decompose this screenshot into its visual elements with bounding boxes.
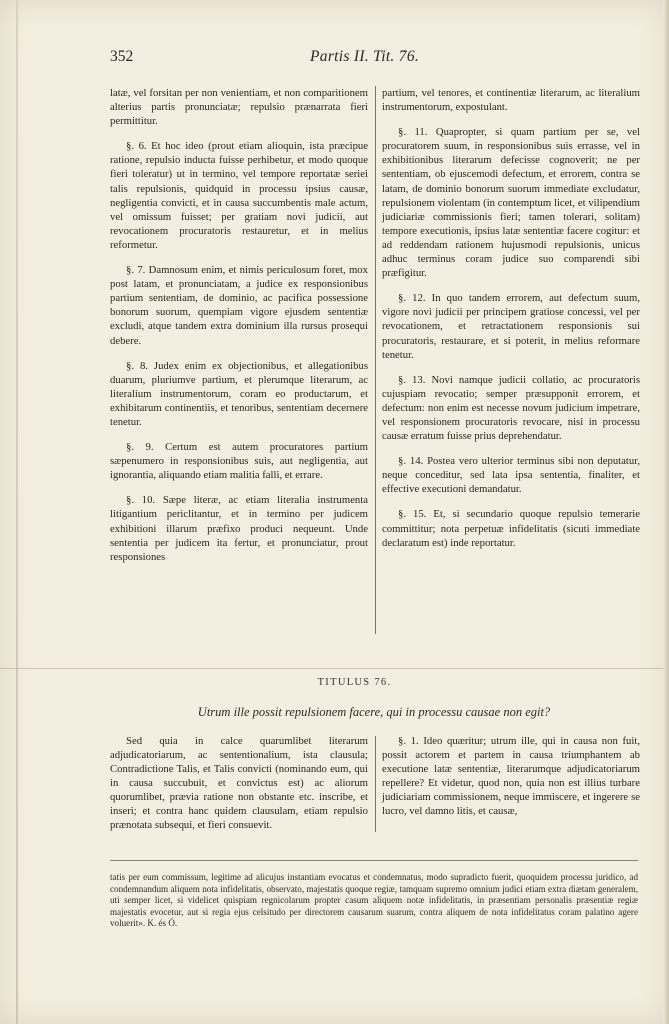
lower-columns [110, 734, 638, 862]
right-column [382, 86, 640, 561]
paragraph: §. 9. Certum est autem procuratores partium sæpenumero in responsionibus suis, aut negligentia, aut ignorantia, aliquando etiam malitia falli, et errare. [110, 441, 368, 482]
running-title: Partis II. Tit. 76. [310, 48, 420, 65]
right-column [382, 734, 640, 829]
paragraph: §. 8. Judex enim ex objectionibus, et allegationibus duarum, pluriumve partium, et plerumque literarum, ac literalium instrumentorum, coram eo productarum, et exhibitarum continentiis, et tenoribus, sententiam decernere tenetur. [110, 359, 368, 428]
page-fold-line [0, 668, 669, 669]
paragraph: §. 10. Sæpe literæ, ac etiam literalia instrumenta litigantium periclitantur, et in termino per judicem exhibitioni illarum præfixo produci nequeunt. Unde sententia per judicem ita fertur, et pronunciatur, prout responsiones [110, 494, 368, 563]
footnote [110, 872, 638, 930]
paragraph: §. 15. Et, si secundario quoque repulsio temerarie committitur; nota perpetuæ infidelitatis (sicuti immediate declaratum est) inde reportatur. [382, 508, 640, 549]
column-divider [375, 86, 376, 634]
section-heading: TITULUS 76. [317, 677, 392, 688]
section-subtitle: Utrum ille possit repulsionem facere, qui in processu causae non egit? [197, 705, 551, 719]
paragraph: latæ, vel forsitan per non venientiam, et non comparitionem alterius partis pronunciatæ; repulsio prænarrata fieri permittitur. [110, 87, 368, 128]
page-number: 352 [110, 48, 134, 65]
paragraph: §. 1. Ideo quæritur; utrum ille, qui in causa non fuit, possit actorem et partem in causa triumphantem ab executione latæ sententiæ, literarumque adjudicatoriarum repellere? Et videtur, quod non, quia non est illius turbare judiciariam commissionem, neque immiscere, et ingerere se lucro, vel damno litis, et causæ, [382, 735, 640, 817]
footnote-text: tatis per eum commissum, legitime ad alicujus instantiam evocatus et condemnatus, modo supradicto fuerit, quoquidem processu juridico, ad condemnandum aliquem nota infidelitatis, observato, majestatis quoque regiæ, tamquam supremo omnium judici etiam extra diætam generalem, uti semper licet, si videlicet quispiam regnicolarum propter casum aliquem notæ infidelitatis, in præsentiam personalis præsentiæ regiæ majestatis evocetur, aut si regia ejus celsitudo per directorem causarum suarum, contra aliquem de nota infidelitatus coram palatino agere voluerit». K. és Ó. [110, 872, 638, 929]
paragraph: §. 6. Et hoc ideo (prout etiam alioquin, ista præcipue ratione, repulsio inducta fuisse perhibetur, et modo quoque fieri toleratur) ut in termino, vel tempore reportatæ seriei talis repulsionis, quidquid in processu ipsius causæ, negligentia convicti, et in causa succumbentis male actum, vel omissum fuisset; per gratiam novi judicii, aut revocationem procuratoris restauretur, et in melius reformetur. [110, 140, 368, 251]
column-divider [375, 736, 376, 832]
page-header [110, 48, 635, 68]
left-column [110, 86, 368, 575]
paragraph: §. 14. Postea vero ulterior terminus sibi non deputatur, neque conceditur, sed lata ipsa sententia, finaliter, et effective executioni demandatur. [382, 455, 640, 496]
upper-columns [110, 86, 638, 642]
paragraph: §. 11. Quapropter, si quam partium per se, vel procuratorem suum, in responsionibus suis errasse, vel in exhibitionibus literarum defecisse cognoverit; ne per sententiam, ob ejuscemodi defectum, et errorem, contra se latam, de dominio bonorum suorum immediate excludatur, repulsionem violentam (in contemptum licet, et vilipendium judiciariæ commissionis fieri; tamen tolerari, solitam) tempore executionis, ipsius latæ sententiæ facere cogitur: et ad reddendam rationem hujusmodi repulsionis, unicus adhuc terminus coram judice suo comparendi sibi præfigitur. [382, 126, 640, 280]
paragraph: §. 7. Damnosum enim, et nimis periculosum foret, mox post latam, et pronunciatam, a judice ex responsionibus partium sententiam, de dominio, ac pacifica possessione bonorum suorum, quempiam vigore ejusdem sententiæ excludi, atque tandem extra dominium illa rursus prosequi debere. [110, 264, 368, 347]
paragraph: §. 13. Novi namque judicii collatio, ac procuratoris cujuspiam revocatio; semper præsupponit errorem, et defectum: non enim est necesse novum judicium impetrare, vel responsionem procuratoris revocare, nisi in processu causæ erratum fuisse prius deprehendatur. [382, 373, 640, 443]
paragraph: Sed quia in calce quarumlibet literarum adjudicatoriarum, ac sententionalium, ista clausula; Contradictione Talis, et Talis convicti (nominando eum, qui in causa succubuit, et convictus est) ac aliorum quorumlibet, prævia ratione non obstante etc. inscribe, et inseri; et contra hanc quidem clausulam, etiam repulsio prænotata subsequi, et fieri consuevit. [110, 735, 368, 831]
paragraph: partium, vel tenores, et continentiæ literarum, ac literalium instrumentorum, expostulant. [382, 87, 640, 114]
paragraph: §. 12. In quo tandem errorem, aut defectum suum, vigore novi judicii per principem gratiose concessi, vel per revocationem, et retractationem responsionis sui procuratoris, restaurare, et si poterit, in melius reformare tenetur. [382, 292, 640, 361]
left-column [110, 734, 368, 843]
footnote-rule [110, 860, 638, 861]
